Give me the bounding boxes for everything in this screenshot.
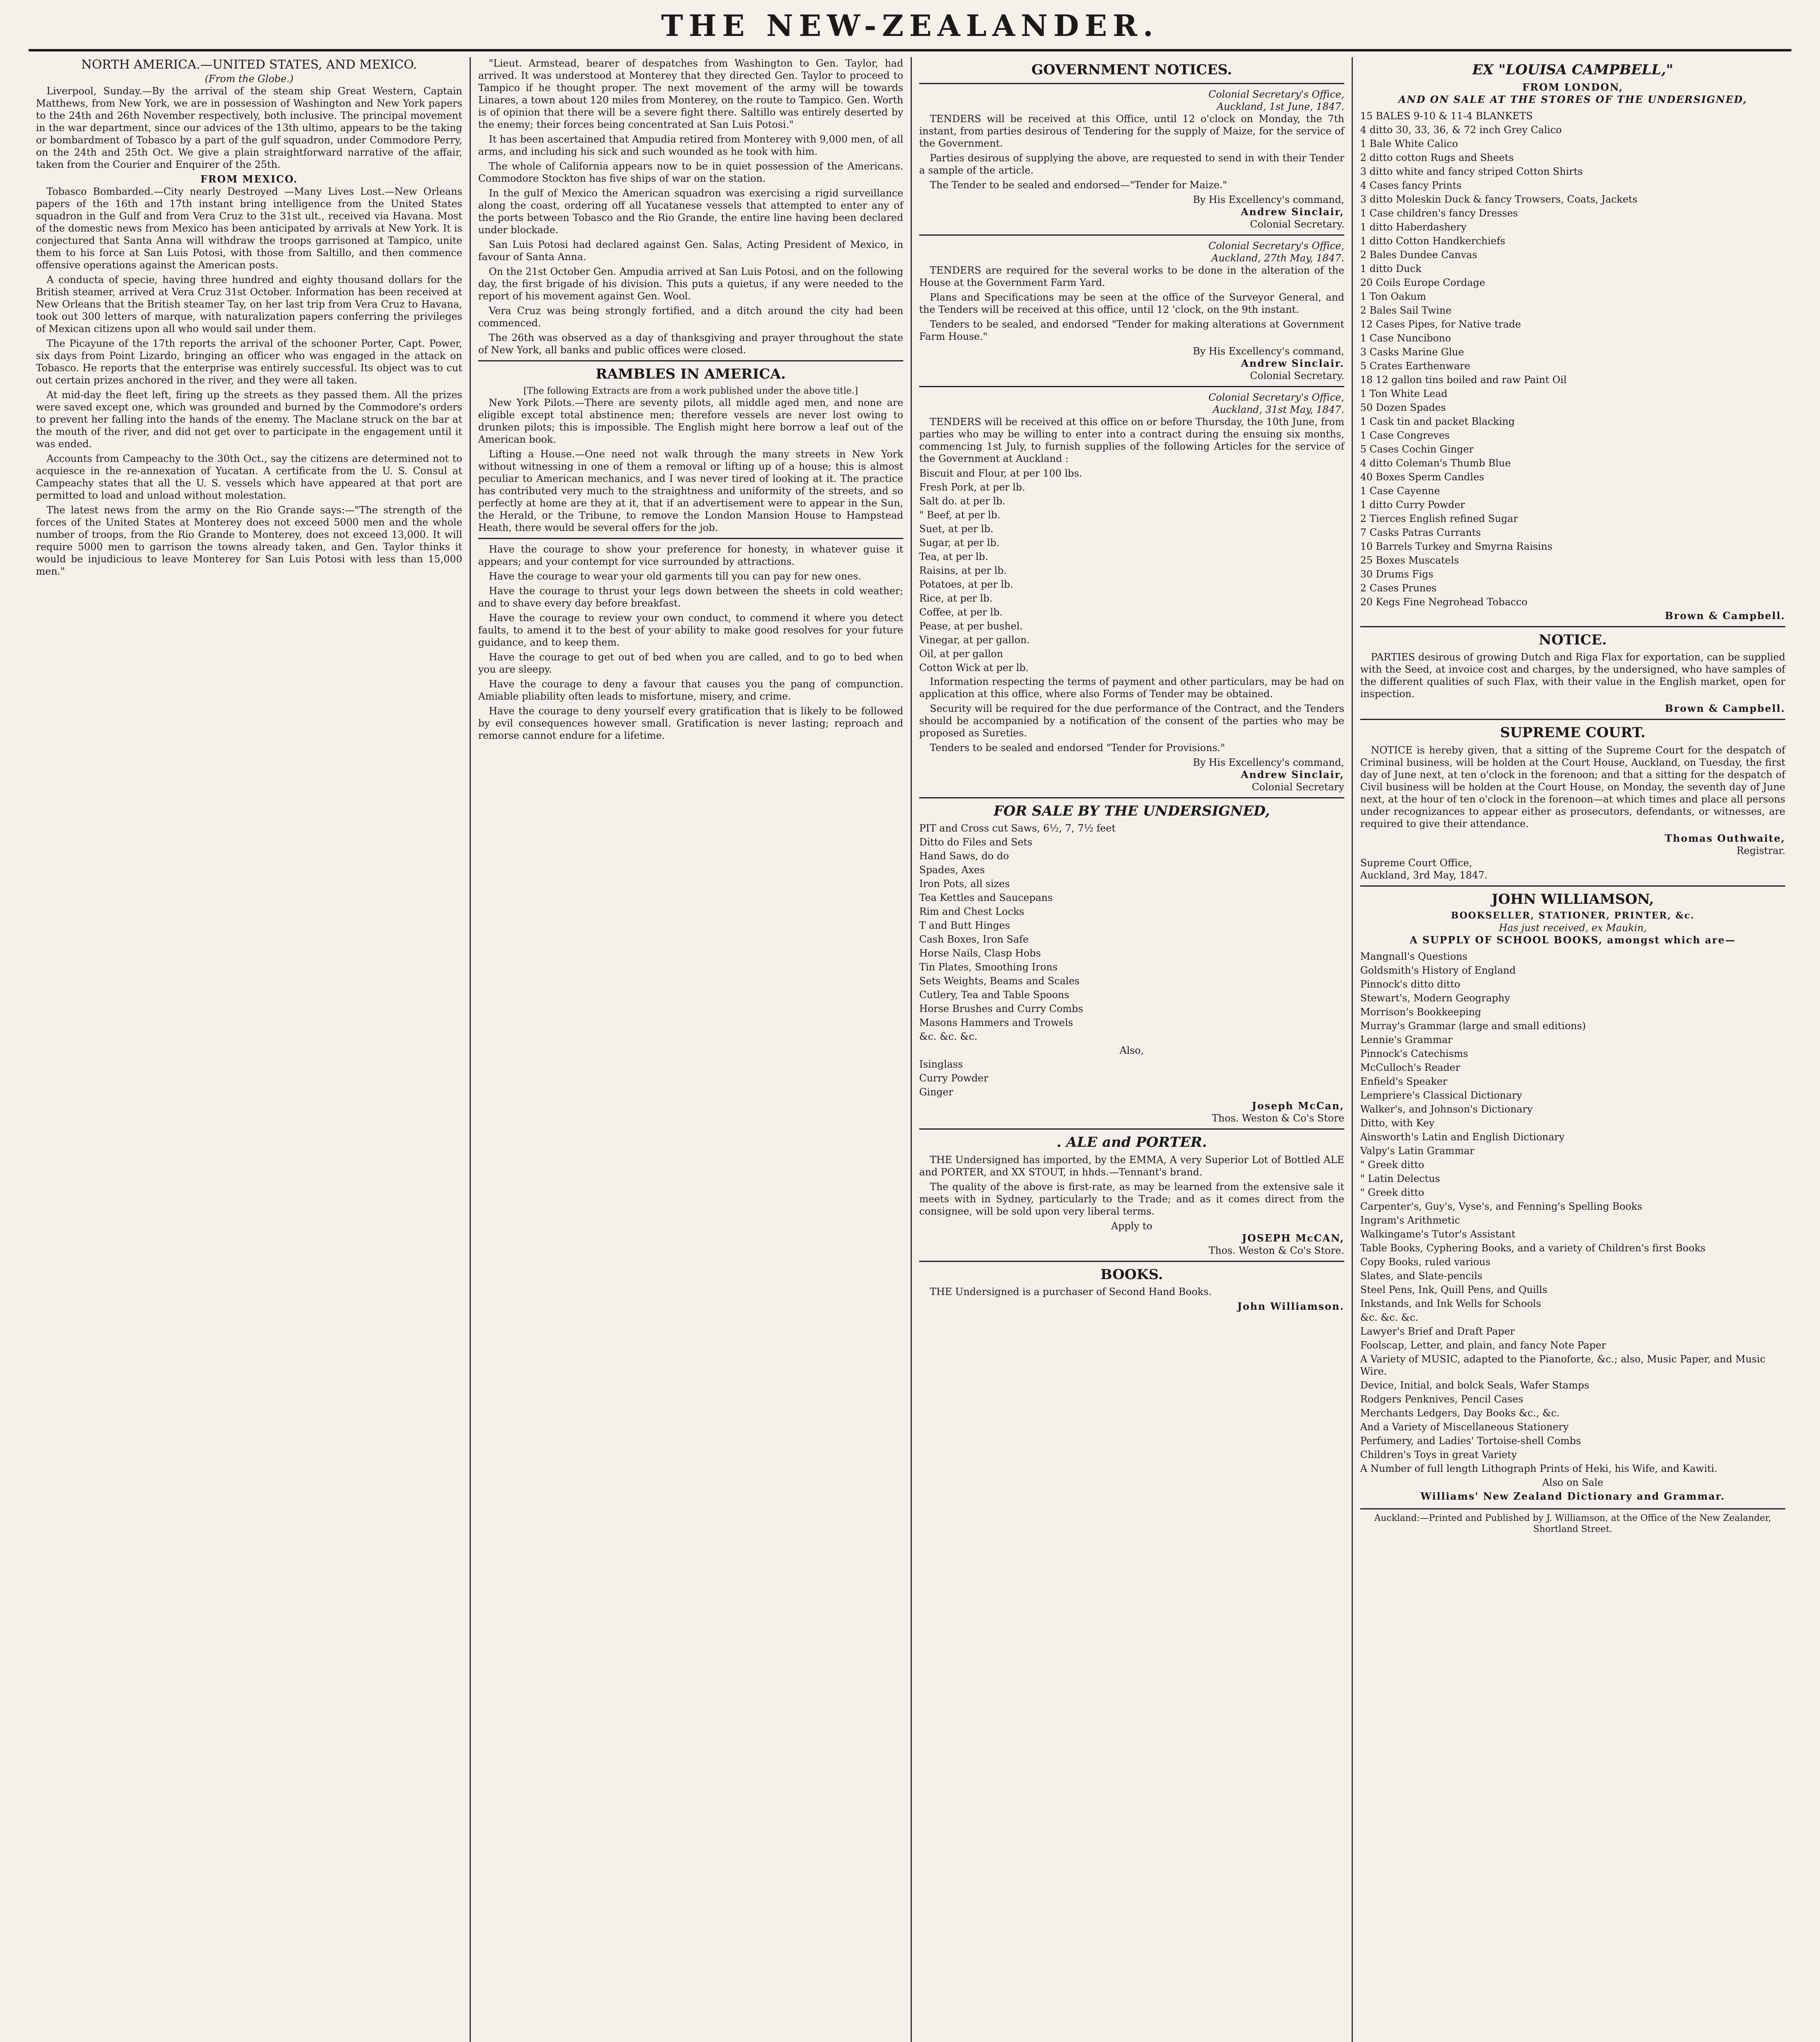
for-sale-title: FOR SALE BY THE UNDERSIGNED, <box>994 803 1270 819</box>
supreme-court-title: SUPREME COURT. <box>1500 725 1646 741</box>
notice-paragraph: TENDERS will be received at this Office, until 12 o'clock on Monday, the 7th instant, from parties desirous of Tendering for the supply of Maize, for the service of the Government. <box>919 113 1344 149</box>
list-item: Rim and Chest Locks <box>919 906 1025 917</box>
list-item: And a Variety of Miscellaneous Stationery <box>1360 1421 1569 1433</box>
list-item: 50 Dozen Spades <box>1360 401 1446 413</box>
list-item: T and Butt Hinges <box>919 920 1010 931</box>
article-paragraph: "Lieut. Armstead, bearer of despatches from Washington to Gen. Taylor, had arrived. It was understood at Monterey that they directed Gen. Taylor to proceed to Tampico if he thought proper. The next movement of the army will be towards Linares, a town about 120 miles from Monterey, on the route to Tampico. Gen. Worth is of opinion that there will be a severe fight there. Saltillo was entirely deserted by the enemy; their forces being concentrated at San Luis Potosi." <box>478 58 903 130</box>
notice-office: Colonial Secretary's Office, <box>1208 240 1344 252</box>
list-item: Also, <box>1119 1045 1144 1056</box>
list-item: Walkingame's Tutor's Assistant <box>1360 1228 1516 1240</box>
notice-date: Auckland, 1st June, 1847. <box>1216 100 1344 112</box>
article-heading: NORTH AMERICA.—UNITED STATES, AND MEXICO. <box>81 58 417 72</box>
ale-porter-title: . ALE and PORTER. <box>1056 1134 1207 1150</box>
list-item: Inkstands, and Ink Wells for Schools <box>1360 1297 1541 1309</box>
list-item: Carpenter's, Guy's, Vyse's, and Fenning's Spelling Books <box>1360 1200 1642 1212</box>
section-rule <box>919 234 1344 236</box>
list-item: Ainsworth's Latin and English Dictionary <box>1360 1131 1565 1143</box>
ex-louisa-sub: AND ON SALE AT THE STORES OF THE UNDERSIGNED, <box>1398 93 1747 105</box>
notice-office: Colonial Secretary's Office, <box>1208 88 1344 100</box>
list-item: Biscuit and Flour, at per 100 lbs. <box>919 467 1083 479</box>
ale-paragraph: THE Undersigned has imported, by the EMMA, A very Superior Lot of Bottled ALE and PORTER, and XX STOUT, in hhds.—Tennant's brand. <box>919 1154 1344 1178</box>
list-item: Perfumery, and Ladies' Tortoise-shell Combs <box>1360 1435 1581 1447</box>
list-item: Suet, at per lb. <box>919 523 994 535</box>
sale-signature-store: Thos. Weston & Co's Store <box>1212 1112 1344 1124</box>
column-4 <box>1352 57 1793 2042</box>
list-item: " Beef, at per lb. <box>919 509 1000 521</box>
list-item: 4 ditto 30, 33, 36, & 72 inch Grey Calico <box>1360 124 1562 136</box>
list-item: 4 Cases fancy Prints <box>1360 179 1462 191</box>
williamson-subtitle: BOOKSELLER, STATIONER, PRINTER, &c. <box>1451 910 1695 921</box>
list-item: Pinnock's ditto ditto <box>1360 978 1460 990</box>
notice-paragraph: Security will be required for the due performance of the Contract, and the Tenders should be accompanied by a notification of the consent of the parties who may be proposed as Sureties. <box>919 702 1344 739</box>
rambles-note: [The following Extracts are from a work published under the above title.] <box>523 386 858 396</box>
list-item: 3 ditto Moleskin Duck & fancy Trowsers, Coats, Jackets <box>1360 193 1637 205</box>
list-item: 1 Case Nuncibono <box>1360 332 1451 344</box>
list-item: 40 Boxes Sperm Candles <box>1360 471 1484 483</box>
notice-paragraph: TENDERS are required for the several works to be done in the alteration of the House at the Government Farm Yard. <box>919 264 1344 288</box>
court-office: Supreme Court Office, <box>1360 857 1472 869</box>
article-paragraph: San Luis Potosi had declared against Gen. Salas, Acting President of Mexico, in favour of Santa Anna. <box>478 239 903 263</box>
article-paragraph: The whole of California appears now to be in quiet possession of the Americans. Commodore Stockton has five ships of war on the station. <box>478 161 903 184</box>
section-rule <box>478 360 903 361</box>
notice-signature: Andrew Sinclair, <box>1241 205 1344 218</box>
section-rule <box>919 1261 1344 1262</box>
list-item: Salt do. at per lb. <box>919 495 1006 507</box>
list-item: Cash Boxes, Iron Safe <box>919 934 1029 945</box>
courage-paragraph: Have the courage to deny a favour that causes you the pang of compunction. Amiable pliability often leads to misfortune, misery, and crime. <box>478 678 903 702</box>
courage-paragraph: Have the courage to wear your old garments till you can pay for new ones. <box>489 571 862 582</box>
list-item: Iron Pots, all sizes <box>919 878 1010 889</box>
notice-signature: Andrew Sinclair, <box>1241 768 1344 780</box>
list-item: 10 Barrels Turkey and Smyrna Raisins <box>1360 540 1553 552</box>
list-item: PIT and Cross cut Saws, 6½, 7, 7½ feet <box>919 823 1116 834</box>
list-item: 4 ditto Coleman's Thumb Blue <box>1360 457 1511 469</box>
courage-paragraph: Have the courage to deny yourself every gratification that is likely to be followed by evil consequences however small. Gratification is never lasting; reproach and remorse cannot endure for a lifetime. <box>478 705 903 741</box>
list-item: Tea, at per lb. <box>919 551 988 562</box>
list-item: 3 Casks Marine Glue <box>1360 346 1464 358</box>
article-paragraph: In the gulf of Mexico the American squadron was exercising a rigid surveillance along the coast, ordering off all Yucatanese vessels that attempted to enter any of the ports between Tobasco and the Rio Grande, the entire line having been declared under blockade. <box>478 187 903 236</box>
imprint: Auckland:—Printed and Published by J. Williamson, at the Office of the New Zealander, Shortland Street. <box>1360 1508 1785 1535</box>
article-paragraph: Vera Cruz was being strongly fortified, and a ditch around the city had been commenced. <box>478 305 903 329</box>
notice-paragraph: The Tender to be sealed and endorsed—"Tender for Maize." <box>930 179 1227 191</box>
list-item: McCulloch's Reader <box>1360 1061 1460 1073</box>
list-item: 1 Ton Oakum <box>1360 290 1426 302</box>
ex-louisa-signature: Brown & Campbell. <box>1665 609 1785 622</box>
list-item: " Greek ditto <box>1360 1186 1424 1198</box>
list-item: &c. &c. &c. <box>1360 1311 1419 1323</box>
notice-signature: Brown & Campbell. <box>1665 702 1785 714</box>
list-item: 1 ditto Cotton Handkerchiefs <box>1360 235 1506 247</box>
list-item: Pease, at per bushel. <box>919 620 1023 632</box>
list-item: Ginger <box>919 1086 953 1098</box>
list-item: 1 Case children's fancy Dresses <box>1360 207 1518 219</box>
williamson-books-list <box>1360 950 1785 1503</box>
sale-signature: Joseph McCan, <box>1252 1100 1344 1112</box>
list-item: " Greek ditto <box>1360 1159 1424 1170</box>
notice-date: Auckland, 27th May, 1847. <box>1211 252 1344 264</box>
notice-paragraph: TENDERS will be received at this office on or before Thursday, the 10th June, from parties who may be willing to enter into a contract during the ensuing six months, commencing 1st July, to furnish supplies of the following Articles for the service of the Government at Auckland : <box>919 416 1344 464</box>
notice-signature: Andrew Sinclair. <box>1241 357 1344 369</box>
court-role: Registrar. <box>1736 845 1785 856</box>
section-rule <box>1360 719 1785 720</box>
list-item: Steel Pens, Ink, Quill Pens, and Quills <box>1360 1284 1548 1295</box>
court-date: Auckland, 3rd May, 1847. <box>1360 869 1488 881</box>
list-item: Cotton Wick at per lb. <box>919 662 1029 673</box>
article-paragraph: On the 21st October Gen. Ampudia arrived at San Luis Potosi, and on the following day, the first brigade of his division. This puts a quietus, if any were needed to the report of his movement against Gen. Wool. <box>478 266 903 302</box>
list-item: Tea Kettles and Saucepans <box>919 892 1053 903</box>
list-item: 1 ditto Haberdashery <box>1360 221 1467 233</box>
list-item: Valpy's Latin Grammar <box>1360 1145 1475 1157</box>
column-3 <box>911 57 1352 2042</box>
list-item: Hand Saws, do do <box>919 850 1009 862</box>
list-item: Spades, Axes <box>919 864 985 876</box>
list-item: 15 BALES 9-10 & 11-4 BLANKETS <box>1360 110 1533 122</box>
list-item: 12 Cases Pipes, for Native trade <box>1360 318 1521 330</box>
list-item: Ditto do Files and Sets <box>919 836 1033 848</box>
list-item: 5 Crates Earthenware <box>1360 360 1470 372</box>
list-item: Walker's, and Johnson's Dictionary <box>1360 1103 1533 1115</box>
article-paragraph: The 26th was observed as a day of thanksgiving and prayer throughout the state of New York, all banks and public offices were closed. <box>478 332 903 356</box>
list-item: 30 Drums Figs <box>1360 568 1434 580</box>
article-source: (From the Globe.) <box>205 73 294 85</box>
court-signature: Thomas Outhwaite, <box>1664 832 1785 844</box>
list-item: &c. &c. &c. <box>919 1031 978 1042</box>
masthead: THE NEW-ZEALANDER. <box>661 8 1159 43</box>
list-item: Merchants Ledgers, Day Books &c., &c. <box>1360 1407 1560 1419</box>
rambles-paragraph: Lifting a House.—One need not walk through the many streets in New York without witnessing in one of them a removal or lifting up of a house; this is almost peculiar to American mechanics, and I was never tired of looking at it. The practice has contributed very much to the straightness and uniformity of the streets, and so perfectly at home are they at it, that if an advertisement were to appear in the Sun, the Herald, or the Tribune, to remove the London Mansion House to Hampstead Heath, there would be several offers for the job. <box>478 448 903 533</box>
ex-louisa-list <box>1360 110 1785 608</box>
list-item: 25 Boxes Muscatels <box>1360 554 1459 566</box>
list-item: Enfield's Speaker <box>1360 1075 1448 1087</box>
list-item: 1 Case Cayenne <box>1360 485 1440 497</box>
notice-office: Colonial Secretary's Office, <box>1208 391 1344 403</box>
list-item: Vinegar, at per gallon. <box>919 634 1030 646</box>
list-item: A Number of full length Lithograph Prints of Heki, his Wife, and Kawiti. <box>1360 1462 1718 1474</box>
notice-date: Auckland, 31st May, 1847. <box>1212 403 1344 415</box>
notice-paragraph: Tenders to be sealed, and endorsed "Tender for making alterations at Government Farm House." <box>919 318 1344 342</box>
columns <box>29 57 1791 2042</box>
list-item: Ditto, with Key <box>1360 1117 1435 1129</box>
ale-apply: Apply to <box>1111 1220 1152 1232</box>
list-item: Lempriere's Classical Dictionary <box>1360 1089 1522 1101</box>
supreme-court-paragraph: NOTICE is hereby given, that a sitting of the Supreme Court for the despatch of Criminal business, will be holden at the Court House, Auckland, on Tuesday, the first day of June next, at ten o'clock in the forenoon; and that a sitting for the despatch of Civil business will be holden at the Court House, on Monday, the seventh day of June next, at the hour of ten o'clock in the forenoon—at which times and place all persons under recognizances to appear either as prosecutors, defendants, or witnesses, are required to give their attendance. <box>1360 744 1785 829</box>
ale-signature: JOSEPH McCAN, <box>1242 1232 1344 1244</box>
list-item: 7 Casks Patras Currants <box>1360 526 1481 538</box>
article-subheading: FROM MEXICO. <box>200 173 298 185</box>
notice-paragraph: Information respecting the terms of payment and other particulars, may be had on application at this office, where also Forms of Tender may be obtained. <box>919 675 1344 700</box>
courage-paragraph: Have the courage to thrust your legs down between the sheets in cold weather; and to shave every day before breakfast. <box>478 585 903 609</box>
books-title: BOOKS. <box>1100 1266 1163 1283</box>
section-rule <box>919 797 1344 798</box>
section-rule <box>919 83 1344 84</box>
list-item: 5 Cases Cochin Ginger <box>1360 443 1474 455</box>
article-paragraph: A conducta of specie, having three hundred and eighty thousand dollars for the British steamer, arrived at Vera Cruz 31st October. Information has been received at New Orleans that the British steamer Tay, on her last trip from Vera Cruz to Havana, took out 300 letters of marque, with naturalization papers conferring the privileges of Mexican citizens upon all who would sail under them. <box>36 274 462 334</box>
column-2 <box>470 57 911 2042</box>
notice-paragraph: Plans and Specifications may be seen at the office of the Surveyor General, and the Tenders will be received at this office, until 12 'clock, on the 9th instant. <box>919 291 1344 315</box>
list-item: Oil, at per gallon <box>919 648 1003 660</box>
books-paragraph: THE Undersigned is a purchaser of Second Hand Books. <box>930 1286 1212 1297</box>
williamson-supply: A SUPPLY OF SCHOOL BOOKS, amongst which are— <box>1410 934 1736 946</box>
article-paragraph: Accounts from Campeachy to the 30th Oct., say the citizens are determined not to acquiesce in the re-annexation of Yucatan. A certificate from the U. S. Consul at Campeachy states that all the U. S. vessels which have appeared at that port are permitted to load and unload without molestation. <box>36 453 462 501</box>
section-rule <box>1360 626 1785 627</box>
provisions-list <box>919 467 1344 674</box>
notice-command: By His Excellency's command, <box>1193 194 1344 205</box>
ex-louisa-from: FROM LONDON, <box>1522 81 1623 93</box>
list-item: Cutlery, Tea and Table Spoons <box>919 989 1069 1001</box>
article-paragraph: Tobasco Bombarded.—City nearly Destroyed —Many Lives Lost.—New Orleans papers of the 16th and 17th instant bring intelligence from the United States squadron in the Gulf and from Vera Cruz to the 31st ult., received via Havana. Most of the domestic news from Mexico has been anticipated by arrivals at New York. It is conjectured that Santa Anna will withdraw the troops garrisoned at Tampico, unite them to his force at San Luis Potosi, with those from Saltillo, and then commence offensive operations against the American posts. <box>36 185 462 271</box>
list-item: Horse Nails, Clasp Hobs <box>919 947 1041 959</box>
williamson-received: Has just received, ex Maukin, <box>1499 922 1647 934</box>
williamson-title: JOHN WILLIAMSON, <box>1491 891 1654 907</box>
list-item: Rodgers Penknives, Pencil Cases <box>1360 1393 1524 1405</box>
list-item: 1 Ton White Lead <box>1360 388 1448 399</box>
courage-paragraph: Have the courage to get out of bed when you are called, and to go to bed when you are sleepy. <box>478 651 903 675</box>
notice-command: By His Excellency's command, <box>1193 345 1344 357</box>
list-item: Pinnock's Catechisms <box>1360 1048 1468 1059</box>
list-item: 1 ditto Duck <box>1360 263 1421 274</box>
list-item: Williams' New Zealand Dictionary and Grammar. <box>1420 1490 1725 1502</box>
list-item: Mangnall's Questions <box>1360 950 1468 962</box>
section-rule <box>919 1128 1344 1130</box>
list-item: Coffee, at per lb. <box>919 606 1003 618</box>
notice-paragraph: PARTIES desirous of growing Dutch and Riga Flax for exportation, can be supplied with the Seed, at invoice cost and charges, by the undersigned, who have samples of the different qualities of such Flax, with their value in the English market, open for inspection. <box>1360 651 1785 700</box>
list-item: Lennie's Grammar <box>1360 1034 1452 1046</box>
list-item: Sets Weights, Beams and Scales <box>919 975 1080 987</box>
list-item: Horse Brushes and Curry Combs <box>919 1003 1083 1014</box>
courage-paragraph: Have the courage to review your own conduct, to commend it where you detect faults, to amend it to the best of your ability to make good resolves for your future guidance, and to keep them. <box>478 612 903 648</box>
list-item: Isinglass <box>919 1059 963 1070</box>
list-item: 20 Kegs Fine Negrohead Tobacco <box>1360 596 1528 608</box>
list-item: " Latin Delectus <box>1360 1173 1440 1184</box>
notice-paragraph: Parties desirous of supplying the above, are requested to send in with their Tender a sample of the article. <box>919 152 1344 176</box>
notice-signature-title: Colonial Secretary. <box>1250 218 1344 230</box>
list-item: 2 Cases Prunes <box>1360 582 1437 594</box>
article-paragraph: The latest news from the army on the Rio Grande says:—"The strength of the forces of the United States at Monterey does not exceed 5000 men and the whole number of troops, from the Rio Grande to Monterey, does not exceed 13,000. It will require 5000 men to garrison the towns already taken, and Gen. Taylor thinks it would be injudicious to leave Monterey for San Luis Potosi with less than 15,000 men." <box>36 504 462 577</box>
rambles-title: RAMBLES IN AMERICA. <box>595 366 786 382</box>
list-item: 18 12 gallon tins boiled and raw Paint Oil <box>1360 374 1567 386</box>
list-item: 1 Cask tin and packet Blacking <box>1360 415 1515 427</box>
section-rule <box>1360 885 1785 887</box>
article-paragraph: It has been ascertained that Ampudia retired from Monterey with 9,000 men, of all arms, and including his sick and such wounded as he took with him. <box>478 134 903 157</box>
article-paragraph: Liverpool, Sunday.—By the arrival of the steam ship Great Western, Captain Matthews, from New York, we are in possession of Washington and New York papers to the 24th and 26th November respectively, both inclusive. The principal movement in the war department, since our advices of the 13th ultimo, appears to be the taking or bombardment of Tobasco by a part of the gulf squadron, under Commodore Perry, on the 24th and 25th Oct. We give a plain straightforward narrative of the affair, taken from the Courier and Enquirer of the 25th. <box>36 85 462 170</box>
for-sale-list <box>919 822 1344 1098</box>
list-item: Stewart's, Modern Geography <box>1360 992 1510 1004</box>
masthead-rule <box>29 49 1791 51</box>
list-item: 1 Case Congreves <box>1360 429 1450 441</box>
ale-signature-store: Thos. Weston & Co's Store. <box>1208 1244 1344 1256</box>
list-item: Ingram's Arithmetic <box>1360 1214 1460 1226</box>
list-item: 2 Tierces English refined Sugar <box>1360 513 1518 524</box>
notice-signature-title: Colonial Secretary. <box>1250 370 1344 381</box>
section-rule <box>919 386 1344 387</box>
list-item: Table Books, Cyphering Books, and a variety of Children's first Books <box>1360 1242 1706 1254</box>
list-item: Foolscap, Letter, and plain, and fancy Note Paper <box>1360 1339 1606 1351</box>
list-item: 2 Bales Sail Twine <box>1360 304 1452 316</box>
list-item: Raisins, at per lb. <box>919 564 1007 576</box>
list-item: Sugar, at per lb. <box>919 537 1000 548</box>
section-rule <box>478 538 903 539</box>
list-item: Curry Powder <box>919 1072 989 1084</box>
list-item: Potatoes, at per lb. <box>919 578 1014 590</box>
list-item: Slates, and Slate-pencils <box>1360 1270 1483 1282</box>
list-item: 2 Bales Dundee Canvas <box>1360 249 1477 261</box>
list-item: 3 ditto white and fancy striped Cotton Shirts <box>1360 165 1583 177</box>
list-item: Murray's Grammar (large and small editions) <box>1360 1020 1586 1032</box>
notice-paragraph: Tenders to be sealed and endorsed "Tender for Provisions." <box>930 742 1225 753</box>
list-item: Fresh Pork, at per lb. <box>919 481 1025 493</box>
notice-signature-title: Colonial Secretary <box>1252 781 1344 793</box>
list-item: Copy Books, ruled various <box>1360 1256 1491 1268</box>
list-item: 20 Coils Europe Cordage <box>1360 276 1485 288</box>
ale-paragraph: The quality of the above is first-rate, as may be learned from the extensive sale it meets with in Sydney, particularly to the Trade; and as it comes direct from the consignee, will be sold upon very liberal terms. <box>919 1181 1344 1217</box>
list-item: Morrison's Bookkeeping <box>1360 1006 1481 1018</box>
list-item: Goldsmith's History of England <box>1360 964 1516 976</box>
list-item: 1 Bale White Calico <box>1360 138 1458 149</box>
list-item: 2 ditto cotton Rugs and Sheets <box>1360 152 1514 163</box>
list-item: Also on Sale <box>1542 1476 1604 1488</box>
list-item: Device, Initial, and bolck Seals, Wafer Stamps <box>1360 1379 1589 1391</box>
article-paragraph: The Picayune of the 17th reports the arrival of the schooner Porter, Capt. Power, six days from Point Lizardo, bringing an officer who was engaged in the attack on Tobasco. He reports that the enterprise was entirely successful. Its object was to cut out certain prizes anchored in the river, and they were all taken. <box>36 337 462 386</box>
list-item: A Variety of MUSIC, adapted to the Pianoforte, &c.; also, Music Paper, and Music Wire. <box>1360 1353 1766 1377</box>
government-notices-title: GOVERNMENT NOTICES. <box>1031 62 1232 78</box>
list-item: Tin Plates, Smoothing Irons <box>919 961 1058 973</box>
column-1 <box>29 57 470 2042</box>
list-item: Children's Toys in great Variety <box>1360 1449 1517 1460</box>
list-item: Lawyer's Brief and Draft Paper <box>1360 1325 1515 1337</box>
rambles-paragraph: New York Pilots.—There are seventy pilots, all middle aged men, and none are eligible except total abstinence men; therefore vessels are never lost owing to drunken pilots; this is impossible. The English might here borrow a leaf out of the American book. <box>478 397 903 445</box>
list-item: 1 ditto Curry Powder <box>1360 499 1465 510</box>
courage-paragraph: Have the courage to show your preference for honesty, in whatever guise it appears; and your contempt for vice surrounded by attractions. <box>478 544 903 567</box>
notice-title: NOTICE. <box>1539 631 1607 648</box>
article-paragraph: At mid-day the fleet left, firing up the streets as they passed them. All the prizes were saved except one, which was grounded and burned by the Commodore's orders to prevent her falling into the hands of the enemy. The Maclane struck on the bar at the mouth of the river, and did not get over to participate in the engagement until it was ended. <box>36 389 462 450</box>
list-item: Masons Hammers and Trowels <box>919 1017 1073 1028</box>
books-signature: John Williamson. <box>1237 1300 1344 1312</box>
ex-louisa-title: EX "LOUISA CAMPBELL," <box>1472 62 1673 78</box>
list-item: Rice, at per lb. <box>919 592 993 604</box>
notice-command: By His Excellency's command, <box>1193 756 1344 768</box>
